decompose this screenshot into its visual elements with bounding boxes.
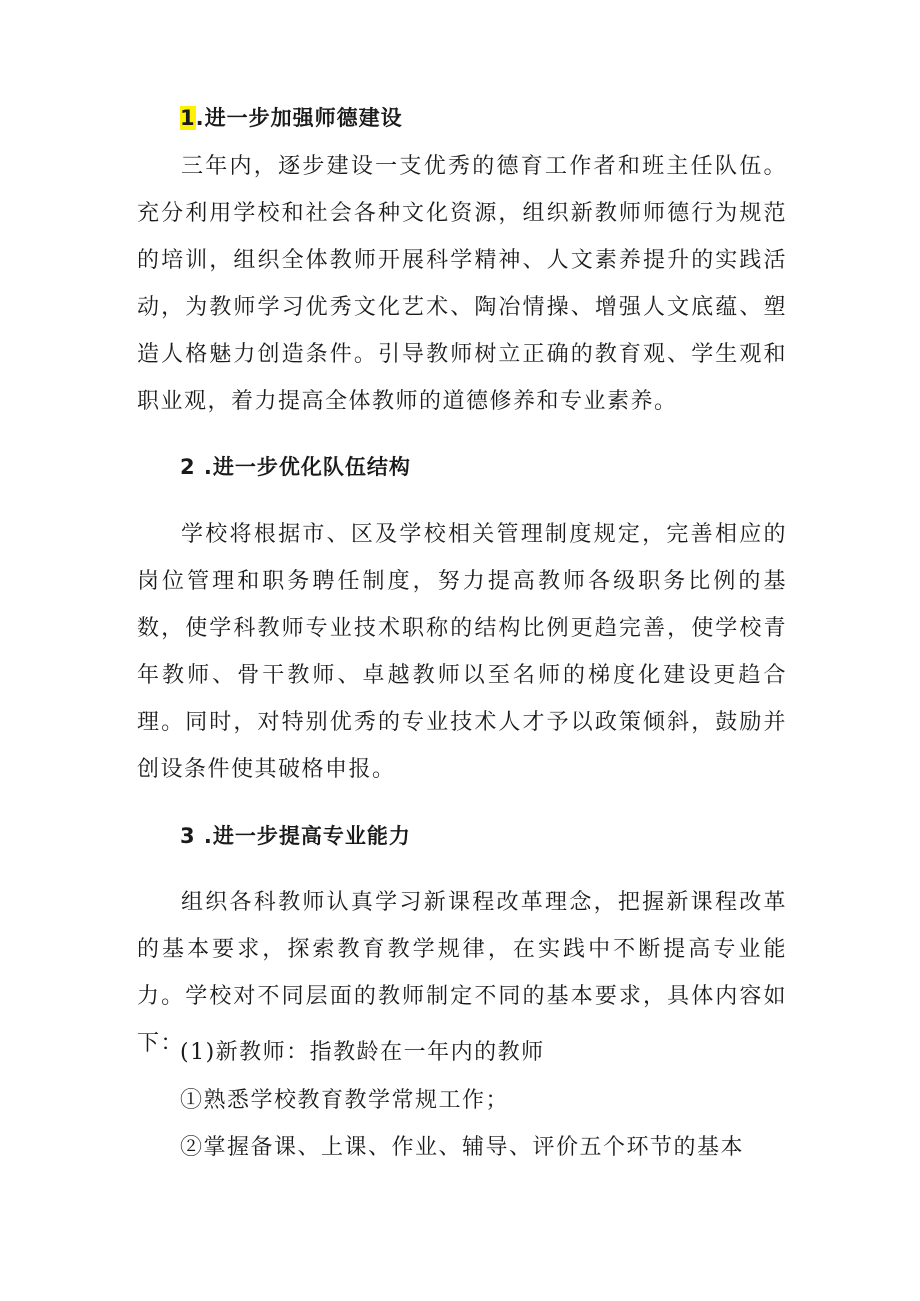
section-1-paragraph: 三年内，逐步建设一支优秀的德育工作者和班主任队伍。充分利用学校和社会各种文化资源，组织新教师师德行为规范的培训，组织全体教师开展科学精神、人文素养提升的实践活动，为教师学习优秀文化艺术、陶冶情操、增强人文底蕴、塑造人格魅力创造条件。引导教师树立正确的教育观、学生观和职业观，着力提高全体教师的道德修养和专业素养。 (137, 154, 787, 414)
section-1-title: .进一步加强师德建设 (195, 106, 403, 130)
section-2-heading: 2 .进一步优化队伍结构 (180, 455, 411, 479)
list-item-master-basics: ②掌握备课、上课、作业、辅导、评价五个环节的基本 (180, 1135, 745, 1160)
list-item-familiarize: ①熟悉学校教育教学常规工作； (180, 1088, 510, 1113)
section-2-paragraph: 学校将根据市、区及学校相关管理制度规定，完善相应的岗位管理和职务聘任制度，努力提高教师各级职务比例的基数，使学科教师专业技术职称的结构比例更趋完善，使学校青年教师、骨干教师、卓越教师以至名师的梯度化建设更趋合理。同时，对特别优秀的专业技术人才予以政策倾斜，鼓励并创设条件使其破格申报。 (137, 522, 787, 782)
list-item-new-teacher: (1)新教师：指教龄在一年内的教师 (180, 1040, 545, 1065)
section-3-heading: 3 .进一步提高专业能力 (180, 824, 411, 848)
section-1-heading (180, 102, 403, 132)
section-3-paragraph: 组织各科教师认真学习新课程改革理念，把握新课程改革的基本要求，探索教育教学规律，在实践中不断提高专业能力。学校对不同层面的教师制定不同的基本要求，具体内容如下： (137, 890, 787, 1056)
section-1-number: 1 (180, 106, 196, 130)
